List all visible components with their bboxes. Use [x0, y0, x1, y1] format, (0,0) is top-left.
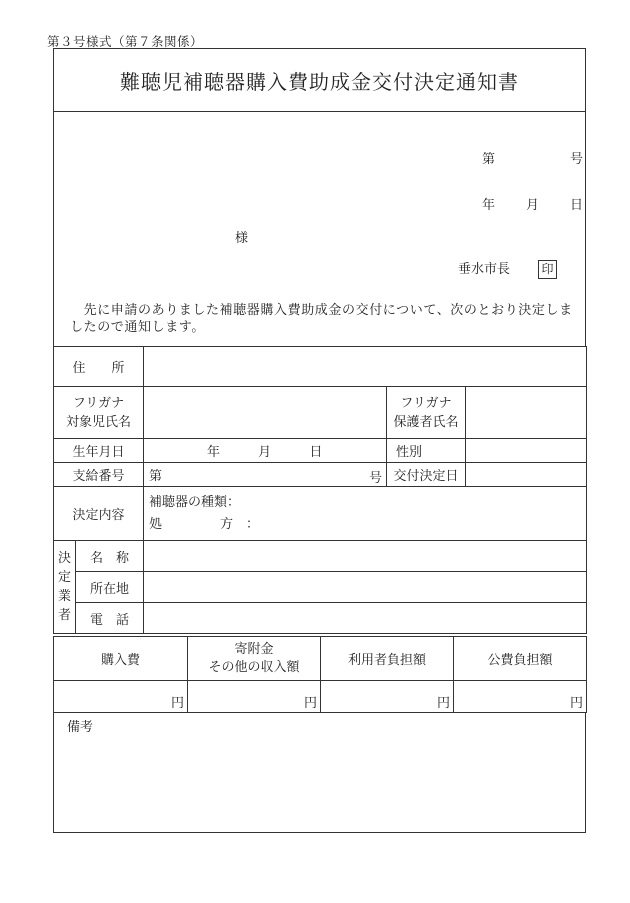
- gender-field[interactable]: [466, 439, 587, 463]
- vendor-location-field[interactable]: [144, 572, 587, 603]
- birthdate-field[interactable]: 年 月 日: [144, 439, 387, 463]
- vendor-phone-label: 電 話: [76, 603, 144, 634]
- date-day: 日: [570, 198, 584, 213]
- table-row: [54, 347, 587, 387]
- payment-number-field[interactable]: 第 号: [144, 463, 387, 487]
- device-type-label: 補聴器の種類：: [149, 494, 241, 510]
- table-row: [54, 463, 587, 487]
- addressee-suffix: 様: [235, 231, 249, 246]
- vendor-name-field[interactable]: [144, 541, 587, 572]
- info-table: [53, 346, 587, 634]
- table-row: [54, 681, 587, 713]
- donation-label: 寄附金 その他の収入額: [188, 637, 321, 681]
- date-year: 年: [482, 198, 496, 213]
- prescription-label: 処 方 ：: [149, 516, 260, 532]
- payment-number-label: 支給番号: [54, 463, 144, 487]
- form-number: 第３号様式（第７条関係）: [47, 34, 204, 49]
- birthdate-label: 生年月日: [54, 439, 144, 463]
- table-row: [54, 637, 587, 681]
- vendor-location-label: 所在地: [76, 572, 144, 603]
- decision-content-label: 決定内容: [54, 487, 144, 541]
- user-burden-label: 利用者負担額: [321, 637, 454, 681]
- public-burden-label: 公費負担額: [454, 637, 587, 681]
- table-row: [54, 387, 587, 439]
- number-suffix: 号: [570, 152, 584, 167]
- table-row: [54, 487, 587, 541]
- user-burden-amount-field[interactable]: 円: [321, 681, 454, 713]
- notice-text: 先に申請のありました補聴器購入費助成金の交付について、次のとおり決定しましたので通知します。: [70, 303, 573, 335]
- issuer: 垂水市長: [458, 262, 511, 277]
- decision-date-field[interactable]: [466, 463, 587, 487]
- title-box: [53, 48, 586, 112]
- vendor-group-label: 決 定 業 者: [54, 541, 76, 634]
- vendor-phone-field[interactable]: [144, 603, 587, 634]
- number-prefix: 第: [482, 152, 496, 167]
- date-month: 月: [526, 198, 540, 213]
- table-row: [54, 439, 587, 463]
- purchase-label: 購入費: [54, 637, 188, 681]
- table-row: [54, 572, 587, 603]
- decision-date-label: 交付決定日: [387, 463, 466, 487]
- seal-mark: 印: [538, 260, 557, 279]
- guardian-name-field[interactable]: [466, 387, 587, 439]
- purchase-amount-field[interactable]: 円: [54, 681, 188, 713]
- remarks-box[interactable]: [53, 712, 586, 833]
- decision-content-field[interactable]: [144, 487, 587, 541]
- child-name-label: フリガナ 対象児氏名: [54, 387, 144, 439]
- vendor-name-label: 名 称: [76, 541, 144, 572]
- address-field[interactable]: [144, 347, 587, 387]
- public-burden-amount-field[interactable]: 円: [454, 681, 587, 713]
- gender-label: 性別: [387, 439, 466, 463]
- guardian-name-label: フリガナ 保護者氏名: [387, 387, 466, 439]
- donation-amount-field[interactable]: 円: [188, 681, 321, 713]
- remarks-label: 備考: [67, 720, 94, 735]
- document-title: 難聴児補聴器購入費助成金交付決定通知書: [120, 69, 519, 94]
- table-row: [54, 541, 587, 572]
- cost-table: [53, 636, 587, 713]
- issuer-line: [458, 258, 557, 279]
- table-row: [54, 603, 587, 634]
- child-name-field[interactable]: [144, 387, 387, 439]
- address-label: 住 所: [54, 347, 144, 387]
